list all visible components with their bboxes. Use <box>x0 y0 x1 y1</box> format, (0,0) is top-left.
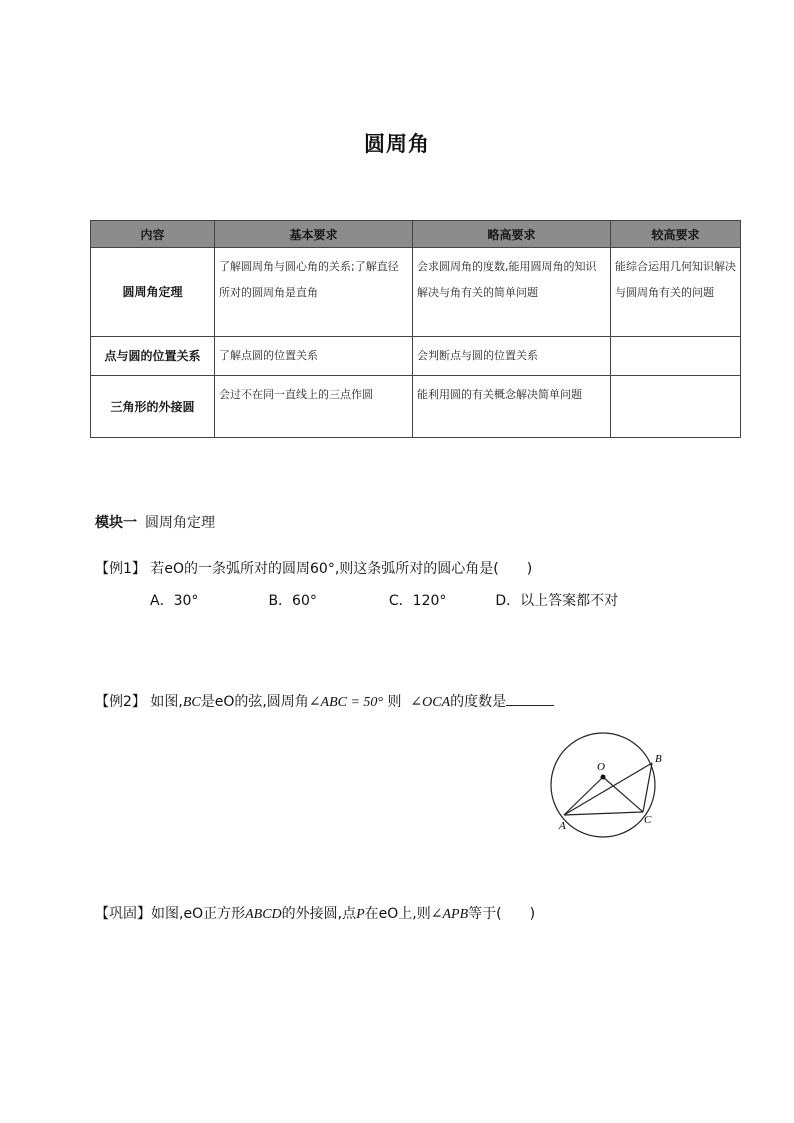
consolidate-tag: 【巩固】 <box>95 906 151 922</box>
consolidate-math-p: P <box>356 907 365 922</box>
consolidate-text-b: 的外接圆,点 <box>281 906 357 922</box>
header-highest: 较高要求 <box>611 221 741 248</box>
circle-outline <box>551 733 655 837</box>
label-o: O <box>597 761 605 773</box>
consolidate-text-c: 在eO上,则 <box>364 906 431 922</box>
example1 <box>95 558 532 578</box>
page-title: 圆周角 <box>364 132 430 156</box>
example2-text-a: 如图, <box>150 694 183 710</box>
row-higher: 会求圆周角的度数,能用圆周角的知识解决与角有关的简单问题 <box>413 248 611 337</box>
row-basic: 会过不在同一直线上的三点作圆 <box>215 376 413 438</box>
row-topic: 圆周角定理 <box>91 248 215 337</box>
row-basic: 了解点圆的位置关系 <box>215 337 413 376</box>
row-basic: 了解圆周角与圆心角的关系;了解直径所对的圆周角是直角 <box>215 248 413 337</box>
example2-text-b: 是eO的弦,圆周角 <box>200 694 309 710</box>
example1-tag: 【例1】 <box>95 561 146 577</box>
row-highest <box>611 376 741 438</box>
example2-math-bc: BC <box>182 695 201 710</box>
option-b: B．60° <box>268 593 317 609</box>
row-higher: 会判断点与圆的位置关系 <box>413 337 611 376</box>
option-c: C．120° <box>388 593 447 609</box>
requirements-table <box>90 220 741 438</box>
example2-text-d: 的度数是 <box>450 694 507 710</box>
segment-ab <box>564 763 652 815</box>
row-topic: 点与圆的位置关系 <box>91 337 215 376</box>
row-highest <box>611 337 741 376</box>
example2-math-angle-oca: ∠OCA <box>410 695 451 710</box>
module-label: 模块一 <box>95 515 137 531</box>
example1-text: 若eO的一条弧所对的圆周60°,则这条弧所对的圆心角是( ) <box>150 561 533 577</box>
table-row <box>91 376 741 438</box>
header-basic: 基本要求 <box>215 221 413 248</box>
example2-text-c: 则 <box>387 694 402 710</box>
header-higher: 略高要求 <box>413 221 611 248</box>
option-a: A．30° <box>150 593 199 609</box>
center-point <box>601 775 606 780</box>
consolidate-math-abcd: ABCD <box>245 907 282 922</box>
header-content: 内容 <box>91 221 215 248</box>
module-heading <box>95 512 215 532</box>
example2-math-angle-abc: ∠ABC = 50° <box>308 695 384 710</box>
example1-options <box>150 590 618 610</box>
row-higher: 能利用圆的有关概念解决简单问题 <box>413 376 611 438</box>
consolidate <box>95 903 535 923</box>
row-topic: 三角形的外接圆 <box>91 376 215 438</box>
label-b: B <box>655 753 662 765</box>
consolidate-math-angle-apb: ∠APB <box>430 907 469 922</box>
example2 <box>95 691 554 711</box>
example2-tag: 【例2】 <box>95 694 146 710</box>
table-row <box>91 248 741 337</box>
row-highest: 能综合运用几何知识解决与圆周角有关的问题 <box>611 248 741 337</box>
label-c: C <box>644 814 652 826</box>
circle-figure <box>548 730 678 840</box>
segment-oc <box>603 777 643 812</box>
consolidate-text-a: 如图,eO正方形 <box>151 906 246 922</box>
table-row <box>91 337 741 376</box>
option-d: D．以上答案都不对 <box>495 593 619 609</box>
answer-blank <box>506 693 554 706</box>
module-name: 圆周角定理 <box>145 515 215 531</box>
consolidate-text-d: 等于( ) <box>468 906 536 922</box>
table-header-row <box>91 221 741 248</box>
segment-ac <box>564 812 643 815</box>
label-a: A <box>559 820 566 832</box>
